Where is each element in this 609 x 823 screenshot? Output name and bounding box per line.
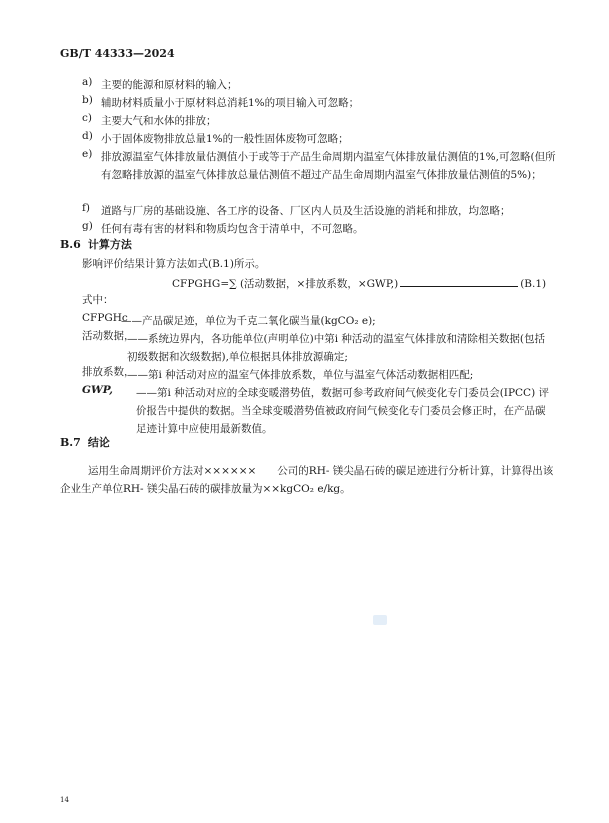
list-marker: f) xyxy=(82,202,90,214)
list-text: 主要的能源和原材料的输入； xyxy=(101,79,238,91)
calc-intro: 影响评价结果计算方法如式(B.1)所示。 xyxy=(82,258,266,270)
page-number: 14 xyxy=(60,796,69,804)
formula-text: CFPGHG=∑ (活动数据，×排放系数，×GWP,) xyxy=(172,278,399,290)
list-marker: a) xyxy=(82,76,93,88)
definition-term: 排放系数， xyxy=(82,366,135,378)
definition-desc: ——系统边界内，各功能单位(声明单位)中第i 种活动的温室气体排放和清除相关数据(包括初级数据和次级数据),单位根据具体排放源确定; xyxy=(127,333,545,363)
list-marker: c) xyxy=(82,112,92,124)
section-title: 结论 xyxy=(87,436,110,449)
list-marker: d) xyxy=(82,130,93,142)
list-text: 排放源温室气体排放量估测值小于或等于产品生命周期内温室气体排放量估测值的1%,可忽略(但所有忽略排放源的温室气体排放总量估测值不超过产品生命周期内温室气体排放量估测值的5%)； xyxy=(101,151,556,181)
formula-leader-line xyxy=(400,276,518,287)
definition-desc: ——第i 种活动对应的全球变暖潜势值，数据可参考政府间气候变化专门委员会(IPCC) 评价报告中提供的数据。当全球变暖潜势值被政府间气候变化专门委员会修正时，在产品碳足迹计算中应使用最新数值。 xyxy=(136,387,550,435)
definition-desc: ——产品碳足迹，单位为千克二氧化碳当量(kgCO₂ e); xyxy=(121,315,376,327)
standard-code: GB/T 44333—2024 xyxy=(60,47,175,60)
definition-term: 活动数据， xyxy=(82,330,135,342)
list-text: 辅助材料质量小于原材料总消耗1%的项目输入可忽略； xyxy=(101,97,360,109)
section-number: B.7 xyxy=(60,436,81,449)
list-text: 主要大气和水体的排放； xyxy=(101,115,217,127)
definition-term: CFPGHc xyxy=(82,312,128,324)
conclusion-text: 运用生命周期评价方法对×××××× 公司的RH- 镁尖晶石砖的碳足迹进行分析计算，计算得出该企业生产单位RH- 镁尖晶石砖的碳排放量为××kgCO₂ e/kg。 xyxy=(60,465,554,495)
section-number: B.6 xyxy=(60,238,81,251)
watermark-mark xyxy=(373,615,387,625)
definition-term: GWP, xyxy=(82,384,113,396)
list-marker: g) xyxy=(82,220,93,232)
list-text: 小于固体废物排放总量1%的一般性固体废物可忽略； xyxy=(101,133,349,145)
formula-label: (B.1) xyxy=(520,278,547,290)
list-text: 任何有毒有害的材料和物质均包含于清单中，不可忽略。 xyxy=(101,223,364,235)
list-text: 道路与厂房的基础设施、各工序的设备、厂区内人员及生活设施的消耗和排放，均忽略； xyxy=(101,205,511,217)
section-heading-b6 xyxy=(60,238,132,252)
where-label: 式中： xyxy=(82,294,114,306)
definition-desc: ——第i 种活动对应的温室气体排放系数，单位与温室气体活动数据相匹配; xyxy=(127,369,474,381)
section-heading-b7 xyxy=(60,436,110,450)
section-title: 计算方法 xyxy=(87,238,132,251)
list-marker: e) xyxy=(82,148,93,160)
formula-line xyxy=(172,276,546,291)
list-marker: b) xyxy=(82,94,93,106)
